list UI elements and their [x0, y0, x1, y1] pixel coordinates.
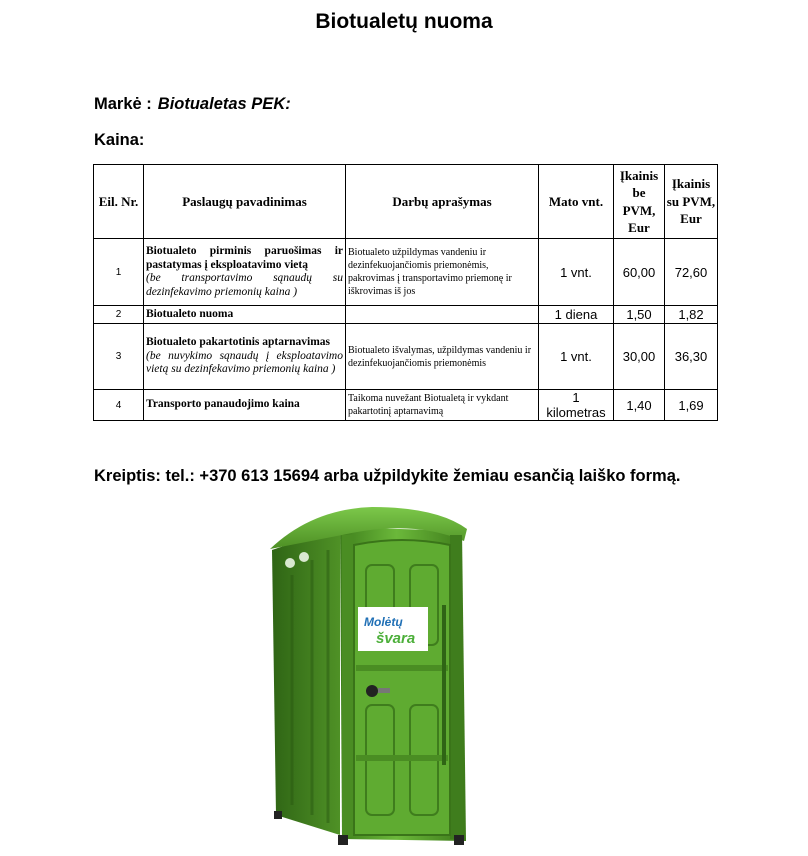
row-gross: 36,30 [665, 324, 718, 390]
row-net: 1,50 [614, 306, 665, 324]
vent-icon [285, 558, 295, 568]
row-net: 60,00 [614, 239, 665, 306]
price-table [93, 164, 718, 421]
row-net: 30,00 [614, 324, 665, 390]
row-nr: 3 [94, 324, 144, 390]
table-row [94, 306, 718, 324]
row-name: Biotualeto pakartotinis aptarnavimas [146, 336, 331, 349]
row-name-cell [144, 306, 346, 324]
row-name-cell [144, 239, 346, 306]
row-note: (be transportavimo sąnaudų su dezinfekavimo priemonių kaina ) [146, 272, 343, 298]
row-desc [346, 306, 539, 324]
row-name-cell [144, 324, 346, 390]
table-row [94, 324, 718, 390]
price-heading: Kaina: [94, 131, 145, 149]
brand-label: Markė : [94, 95, 152, 113]
brand-value: Biotualetas PEK: [157, 95, 291, 113]
row-nr: 2 [94, 306, 144, 324]
header-nr: Eil. Nr. [94, 165, 144, 239]
table-row [94, 239, 718, 306]
row-name: Biotualeto pirminis paruošimas ir pastatymas į eksploatavimo vietą [146, 245, 343, 271]
row-gross: 1,82 [665, 306, 718, 324]
row-gross: 72,60 [665, 239, 718, 306]
header-name: Paslaugų pavadinimas [144, 165, 346, 239]
header-gross: Įkainis su PVM, Eur [665, 165, 718, 239]
logo-line2: švara [376, 630, 416, 647]
header-unit: Mato vnt. [539, 165, 614, 239]
row-unit: 1 vnt. [539, 239, 614, 306]
table-row [94, 390, 718, 421]
row-nr: 4 [94, 390, 144, 421]
table-header-row [94, 165, 718, 239]
row-name: Transporto panaudojimo kaina [146, 398, 300, 411]
row-net: 1,40 [614, 390, 665, 421]
header-desc: Darbų aprašymas [346, 165, 539, 239]
row-nr: 1 [94, 239, 144, 306]
row-name-cell [144, 390, 346, 421]
row-unit: 1 vnt. [539, 324, 614, 390]
row-desc: Biotualeto išvalymas, užpildymas vandeniu ir dezinfekuojančiomis priemonėmis [346, 324, 539, 390]
contact-line: Kreiptis: tel.: +370 613 15694 arba užpildykite žemiau esančią laiško formą. [94, 467, 681, 485]
logo-line1: Molėtų [364, 615, 403, 629]
brand-line [94, 95, 291, 114]
row-unit: 1 kilometras [539, 390, 614, 421]
row-name: Biotualeto nuoma [146, 307, 234, 320]
row-note: (be nuvykimo sąnaudų į eksploatavimo vietą su dezinfekavimo priemonių kaina ) [146, 349, 343, 376]
row-gross: 1,69 [665, 390, 718, 421]
header-net: Įkainis be PVM, Eur [614, 165, 665, 239]
row-desc: Biotualeto užpildymas vandeniu ir dezinfekuojančiomis priemonėmis, pakrovimas į transportavimo priemonę ir iškrovimas iš jos [346, 239, 539, 306]
portable-toilet-photo [262, 505, 502, 850]
row-unit: 1 diena [539, 306, 614, 324]
page-title: Biotualetų nuoma [315, 10, 493, 33]
row-desc: Taikoma nuvežant Biotualetą ir vykdant pakartotinį aptarnavimą [346, 390, 539, 421]
